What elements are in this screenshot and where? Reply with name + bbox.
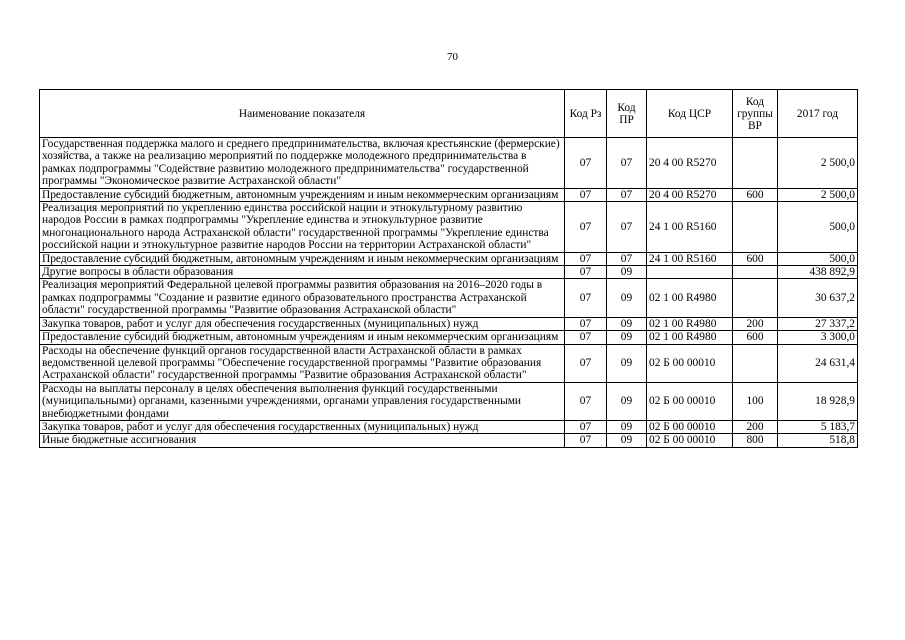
row-vr	[733, 202, 778, 253]
table-row	[40, 420, 858, 433]
table-row	[40, 317, 858, 330]
row-pr: 07	[607, 138, 647, 189]
row-amount: 30 637,2	[778, 279, 858, 317]
row-rz: 07	[565, 202, 607, 253]
row-vr: 200	[733, 317, 778, 330]
row-pr: 09	[607, 434, 647, 447]
row-csr: 02 Б 00 00010	[647, 434, 733, 447]
row-name: Другие вопросы в области образования	[40, 266, 565, 279]
row-csr: 20 4 00 R5270	[647, 138, 733, 189]
table-row	[40, 266, 858, 279]
row-pr: 07	[607, 202, 647, 253]
row-rz: 07	[565, 331, 607, 344]
row-name: Предоставление субсидий бюджетным, автономным учреждениям и иным некоммерческим организациям	[40, 331, 565, 344]
row-pr: 09	[607, 331, 647, 344]
header-vr: Код группы ВР	[733, 90, 778, 138]
table-row	[40, 252, 858, 265]
row-name: Закупка товаров, работ и услуг для обеспечения государственных (муниципальных) нужд	[40, 317, 565, 330]
row-vr: 600	[733, 252, 778, 265]
row-rz: 07	[565, 420, 607, 433]
row-csr	[647, 266, 733, 279]
row-csr: 20 4 00 R5270	[647, 188, 733, 201]
row-csr: 02 1 00 R4980	[647, 317, 733, 330]
row-pr: 09	[607, 344, 647, 382]
row-rz: 07	[565, 138, 607, 189]
table-header-row	[40, 90, 858, 138]
row-name: Расходы на выплаты персоналу в целях обеспечения выполнения функций государственными (муниципальными) органами, казенными учреждениями, органами управления государственными внебюджетными фондами	[40, 382, 565, 420]
row-vr: 100	[733, 382, 778, 420]
table-row	[40, 188, 858, 201]
row-amount: 27 337,2	[778, 317, 858, 330]
row-csr: 02 Б 00 00010	[647, 344, 733, 382]
row-amount: 24 631,4	[778, 344, 858, 382]
row-vr: 800	[733, 434, 778, 447]
row-vr	[733, 279, 778, 317]
row-name: Иные бюджетные ассигнования	[40, 434, 565, 447]
row-amount: 3 300,0	[778, 331, 858, 344]
row-csr: 02 Б 00 00010	[647, 420, 733, 433]
row-pr: 09	[607, 420, 647, 433]
row-amount: 500,0	[778, 252, 858, 265]
row-csr: 02 1 00 R4980	[647, 279, 733, 317]
row-rz: 07	[565, 434, 607, 447]
row-amount: 518,8	[778, 434, 858, 447]
header-year: 2017 год	[778, 90, 858, 138]
row-vr	[733, 138, 778, 189]
row-amount: 500,0	[778, 202, 858, 253]
row-name: Расходы на обеспечение функций органов государственной власти Астраханской области в рамках ведомственной целевой программы "Обеспечение государственной программы "Развитие образования Астраханской области" государственной программы "Развитие образования Астраханской области"	[40, 344, 565, 382]
row-rz: 07	[565, 279, 607, 317]
header-pr: Код ПР	[607, 90, 647, 138]
row-vr: 600	[733, 188, 778, 201]
row-rz: 07	[565, 188, 607, 201]
row-amount: 2 500,0	[778, 188, 858, 201]
row-amount: 5 183,7	[778, 420, 858, 433]
table-row	[40, 331, 858, 344]
row-name: Государственная поддержка малого и среднего предпринимательства, включая крестьянские (фермерские) хозяйства, а также на реализацию мероприятий по поддержке молодежного предпринимательства в рамках подпрограммы "Содействие развитию молодежного предпринимательства" государственной программы "Экономическое развитие Астраханской области"	[40, 138, 565, 189]
row-name: Закупка товаров, работ и услуг для обеспечения государственных (муниципальных) нужд	[40, 420, 565, 433]
budget-table	[39, 89, 858, 448]
table-row	[40, 279, 858, 317]
row-amount: 18 928,9	[778, 382, 858, 420]
table-row	[40, 202, 858, 253]
header-name: Наименование показателя	[40, 90, 565, 138]
row-rz: 07	[565, 382, 607, 420]
row-amount: 438 892,9	[778, 266, 858, 279]
row-name: Реализация мероприятий Федеральной целевой программы развития образования на 2016–2020 годы в рамках подпрограммы "Создание и развитие единого образовательного пространства Астраханской области" государственной программы "Развитие образования Астраханской области"	[40, 279, 565, 317]
row-pr: 07	[607, 188, 647, 201]
row-vr	[733, 344, 778, 382]
table-row	[40, 138, 858, 189]
row-pr: 07	[607, 252, 647, 265]
row-vr: 600	[733, 331, 778, 344]
row-csr: 24 1 00 R5160	[647, 202, 733, 253]
row-name: Предоставление субсидий бюджетным, автономным учреждениям и иным некоммерческим организациям	[40, 252, 565, 265]
page-number: 70	[447, 51, 458, 63]
row-vr	[733, 266, 778, 279]
row-csr: 02 1 00 R4980	[647, 331, 733, 344]
table-row	[40, 434, 858, 447]
row-csr: 24 1 00 R5160	[647, 252, 733, 265]
row-rz: 07	[565, 317, 607, 330]
row-csr: 02 Б 00 00010	[647, 382, 733, 420]
row-pr: 09	[607, 266, 647, 279]
row-amount: 2 500,0	[778, 138, 858, 189]
row-pr: 09	[607, 279, 647, 317]
row-rz: 07	[565, 266, 607, 279]
table-row	[40, 382, 858, 420]
header-rz: Код Рз	[565, 90, 607, 138]
row-name: Предоставление субсидий бюджетным, автономным учреждениям и иным некоммерческим организациям	[40, 188, 565, 201]
row-rz: 07	[565, 344, 607, 382]
row-vr: 200	[733, 420, 778, 433]
row-name: Реализация мероприятий по укреплению единства российской нации и этнокультурному развитию народов России в рамках подпрограммы "Укрепление единства и этнокультурное развитие многонационального народа Астраханской области" государственной программы "Укрепление единства российской нации и этнокультурное развитие народов России на территории Астраханской области"	[40, 202, 565, 253]
table-row	[40, 344, 858, 382]
row-pr: 09	[607, 317, 647, 330]
row-pr: 09	[607, 382, 647, 420]
row-rz: 07	[565, 252, 607, 265]
header-csr: Код ЦСР	[647, 90, 733, 138]
